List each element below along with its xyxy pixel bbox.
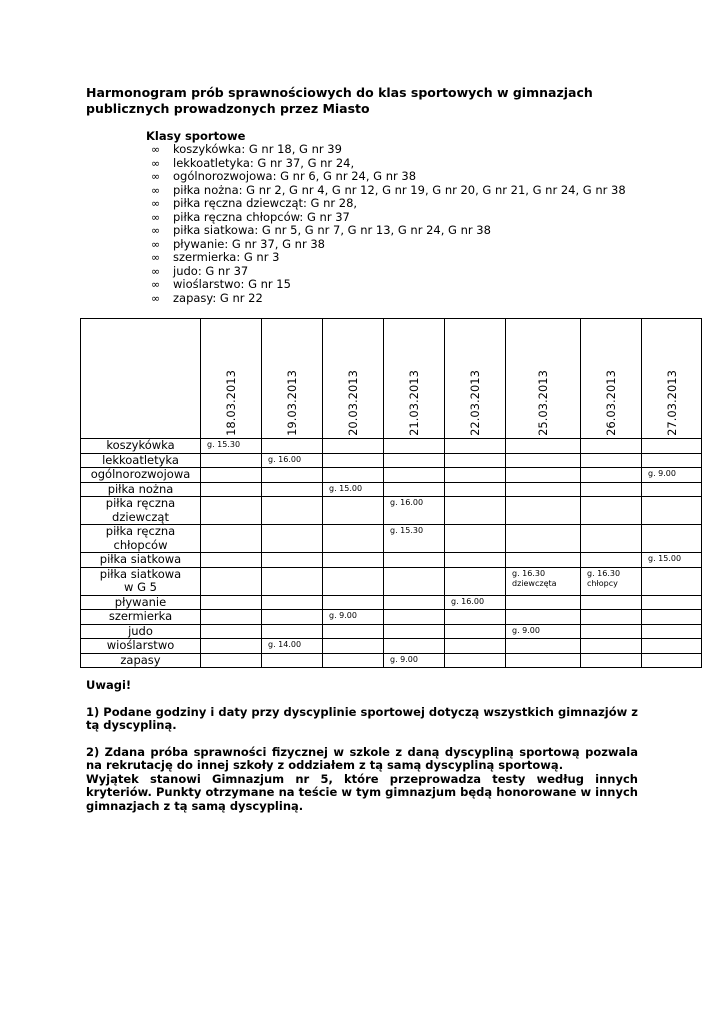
time-cell [506, 567, 581, 595]
time-value: g. 16.00 [451, 596, 485, 606]
time-value: g. 16.00 [390, 498, 424, 507]
schedule-row [81, 497, 702, 525]
time-cell [323, 610, 384, 625]
date-header [262, 319, 323, 439]
infinity-bullet-icon: ∞ [151, 237, 161, 251]
time-cell [262, 497, 323, 525]
discipline-label: pływanie [114, 594, 167, 609]
discipline-label: piłka siatkowa [99, 552, 182, 566]
time-cell [384, 624, 445, 639]
time-cell [445, 595, 506, 610]
sport-class-item [146, 143, 626, 157]
infinity-bullet-icon: ∞ [151, 264, 161, 278]
time-cell [506, 553, 581, 568]
time-cell [445, 482, 506, 497]
time-cell [581, 482, 642, 497]
time-value: g. 16.30 dziewczęta [512, 568, 557, 588]
sport-classes-section [146, 129, 626, 305]
time-cell [262, 624, 323, 639]
sport-class-item [146, 211, 626, 225]
time-cell [506, 453, 581, 468]
time-cell [506, 525, 581, 553]
date-header [581, 319, 642, 439]
time-value: g. 16.30 chłopcy [587, 568, 621, 588]
time-cell [581, 468, 642, 483]
time-cell [262, 567, 323, 595]
time-cell [384, 453, 445, 468]
time-cell [262, 595, 323, 610]
sport-class-text: pływanie: G nr 37, G nr 38 [173, 236, 325, 251]
time-cell [201, 453, 262, 468]
discipline-cell [81, 624, 201, 639]
sport-class-text: lekkoatletyka: G nr 37, G nr 24, [173, 155, 355, 170]
time-cell [642, 525, 702, 553]
infinity-bullet-icon: ∞ [151, 291, 161, 305]
discipline-label: wioślarstwo [106, 638, 175, 652]
time-value: g. 15.00 [648, 554, 682, 563]
time-cell [642, 639, 702, 654]
time-cell [642, 595, 702, 610]
discipline-cell [81, 639, 201, 654]
time-value: g. 9.00 [512, 625, 540, 635]
schedule-row [81, 525, 702, 553]
sport-class-item [146, 265, 626, 279]
time-cell [323, 439, 384, 454]
date-label: 25.03.2013 [536, 370, 550, 436]
time-cell [506, 610, 581, 625]
time-cell [581, 624, 642, 639]
date-header [642, 319, 702, 439]
time-cell [581, 610, 642, 625]
discipline-label: piłka nożna [107, 481, 174, 496]
sport-class-item [146, 292, 626, 306]
schedule-header-row [81, 319, 702, 439]
date-label: 20.03.2013 [346, 370, 360, 436]
infinity-bullet-icon: ∞ [151, 210, 161, 224]
schedule-row [81, 610, 702, 625]
time-cell [581, 595, 642, 610]
schedule-row [81, 567, 702, 595]
time-cell [201, 439, 262, 454]
discipline-label: piłka siatkowa [99, 566, 182, 581]
infinity-bullet-icon: ∞ [151, 183, 161, 197]
time-value: g. 9.00 [390, 654, 418, 664]
discipline-cell [81, 482, 201, 497]
time-cell [642, 610, 702, 625]
time-cell [201, 567, 262, 595]
infinity-bullet-icon: ∞ [151, 170, 161, 183]
schedule-table [80, 318, 702, 668]
time-cell [445, 497, 506, 525]
time-cell [445, 624, 506, 639]
time-cell [506, 624, 581, 639]
time-cell [581, 653, 642, 668]
time-cell [642, 482, 702, 497]
time-cell [323, 468, 384, 483]
time-cell [201, 624, 262, 639]
schedule-row [81, 553, 702, 568]
sport-class-item [146, 224, 626, 238]
discipline-cell [81, 567, 201, 595]
time-cell [262, 653, 323, 668]
date-header [384, 319, 445, 439]
schedule-body [81, 439, 702, 668]
time-cell [384, 567, 445, 595]
discipline-label: piłka ręczna [105, 496, 176, 510]
time-cell [581, 567, 642, 595]
date-label: 18.03.2013 [224, 370, 238, 436]
infinity-bullet-icon: ∞ [151, 197, 161, 210]
discipline-cell [81, 525, 201, 553]
time-cell [445, 567, 506, 595]
time-value: g. 9.00 [648, 469, 676, 478]
sport-classes-list [146, 143, 626, 305]
time-cell [262, 553, 323, 568]
schedule-row [81, 653, 702, 668]
sport-class-text: judo: G nr 37 [173, 263, 249, 278]
sport-class-text: ogólnorozwojowa: G nr 6, G nr 24, G nr 38 [173, 169, 417, 183]
time-value: g. 16.00 [268, 454, 302, 464]
note-2-part-2: Wyjątek stanowi Gimnazjum nr 5, które przeprowadza testy według innych kryteriów. Punkty otrzymane na teście w tym gimnazjum będą honorowane w innych gimnazjach z tą samą dyscypliną. [86, 771, 638, 813]
discipline-label: w G 5 [124, 580, 157, 594]
time-cell [384, 610, 445, 625]
sport-class-text: zapasy: G nr 22 [173, 290, 263, 305]
sport-class-item [146, 197, 626, 211]
schedule-corner-cell [81, 319, 201, 439]
time-cell [384, 595, 445, 610]
sport-class-item [146, 157, 626, 171]
time-cell [262, 439, 323, 454]
time-cell [642, 439, 702, 454]
discipline-label: koszykówka [106, 438, 175, 452]
sport-class-item [146, 251, 626, 265]
discipline-cell [81, 595, 201, 610]
time-cell [506, 468, 581, 483]
discipline-label: dziewcząt [112, 509, 169, 524]
note-1: 1) Podane godziny i daty przy dyscyplinie sportowej dotyczą wszystkich gimnazjów z tą dyscypliną. [86, 704, 638, 732]
sport-class-text: piłka siatkowa: G nr 5, G nr 7, G nr 13, G nr 24, G nr 38 [173, 223, 491, 237]
sport-class-text: piłka ręczna chłopców: G nr 37 [173, 209, 350, 224]
time-cell [506, 653, 581, 668]
time-cell [445, 453, 506, 468]
notes-heading: Uwagi! [86, 678, 132, 692]
time-value: g. 15.30 [390, 526, 424, 535]
sport-class-item [146, 170, 626, 184]
time-cell [384, 639, 445, 654]
time-cell [642, 567, 702, 595]
date-header [445, 319, 506, 439]
time-cell [384, 439, 445, 454]
time-cell [262, 453, 323, 468]
sport-class-text: szermierka: G nr 3 [173, 250, 280, 264]
discipline-cell [81, 453, 201, 468]
time-cell [384, 482, 445, 497]
time-cell [642, 653, 702, 668]
time-cell [581, 639, 642, 654]
time-cell [506, 595, 581, 610]
time-cell [201, 497, 262, 525]
sport-classes-heading: Klasy sportowe [146, 129, 246, 143]
time-cell [323, 453, 384, 468]
time-cell [506, 497, 581, 525]
time-cell [384, 553, 445, 568]
time-cell [506, 482, 581, 497]
date-header [323, 319, 384, 439]
sport-class-text: wioślarstwo: G nr 15 [173, 277, 291, 291]
schedule-row [81, 624, 702, 639]
time-cell [323, 567, 384, 595]
infinity-bullet-icon: ∞ [151, 143, 161, 156]
discipline-label: piłka ręczna [105, 524, 176, 538]
schedule-row [81, 468, 702, 483]
discipline-label: judo [128, 623, 153, 638]
time-cell [581, 439, 642, 454]
time-cell [323, 482, 384, 497]
discipline-cell [81, 653, 201, 668]
sport-class-item [146, 184, 626, 198]
schedule-row [81, 639, 702, 654]
discipline-cell [81, 468, 201, 483]
discipline-cell [81, 497, 201, 525]
date-label: 22.03.2013 [468, 370, 482, 436]
sport-class-text: piłka nożna: G nr 2, G nr 4, G nr 12, G nr 19, G nr 20, G nr 21, G nr 24, G nr 38 [173, 182, 626, 197]
time-cell [201, 553, 262, 568]
time-cell [581, 497, 642, 525]
title-line-1: Harmonogram prób sprawnościowych do klas sportowych w gimnazjach [86, 85, 593, 100]
time-cell [323, 497, 384, 525]
time-cell [201, 610, 262, 625]
time-cell [262, 639, 323, 654]
infinity-bullet-icon: ∞ [151, 156, 161, 170]
time-cell [323, 653, 384, 668]
time-cell [445, 525, 506, 553]
sport-class-item [146, 278, 626, 292]
time-cell [506, 639, 581, 654]
discipline-cell [81, 610, 201, 625]
time-cell [384, 525, 445, 553]
time-cell [201, 468, 262, 483]
date-header [201, 319, 262, 439]
note-2-part-1: 2) Zdana próba sprawności fizycznej w szkole z daną dyscypliną sportową pozwala na rekrutację do innej szkoły z oddziałem z tą samą dyscypliną sportową. [86, 744, 638, 772]
sport-class-text: koszykówka: G nr 18, G nr 39 [173, 142, 342, 156]
time-cell [642, 453, 702, 468]
time-cell [445, 439, 506, 454]
time-cell [201, 653, 262, 668]
time-cell [201, 639, 262, 654]
sport-class-item [146, 238, 626, 252]
time-cell [642, 553, 702, 568]
discipline-label: ogólnorozwojowa [90, 467, 191, 481]
time-cell [262, 525, 323, 553]
time-cell [581, 525, 642, 553]
schedule-row [81, 439, 702, 454]
discipline-label: chłopców [113, 537, 168, 552]
time-value: g. 14.00 [268, 640, 302, 649]
document-title [86, 85, 646, 117]
time-cell [642, 624, 702, 639]
time-cell [445, 553, 506, 568]
time-cell [201, 525, 262, 553]
discipline-cell [81, 553, 201, 568]
schedule-row [81, 595, 702, 610]
time-cell [445, 610, 506, 625]
date-label: 27.03.2013 [664, 370, 679, 436]
time-cell [384, 653, 445, 668]
sport-class-text: piłka ręczna dziewcząt: G nr 28, [173, 196, 358, 210]
discipline-cell [81, 439, 201, 454]
date-header [506, 319, 581, 439]
date-label: 19.03.2013 [285, 370, 299, 436]
time-cell [201, 595, 262, 610]
time-cell [323, 525, 384, 553]
notes-section [86, 679, 638, 813]
time-cell [262, 482, 323, 497]
time-cell [323, 624, 384, 639]
infinity-bullet-icon: ∞ [151, 224, 161, 237]
time-cell [262, 610, 323, 625]
infinity-bullet-icon: ∞ [151, 251, 161, 264]
time-cell [384, 497, 445, 525]
time-cell [581, 453, 642, 468]
discipline-label: lekkoatletyka [102, 452, 179, 467]
time-cell [642, 468, 702, 483]
time-cell [445, 468, 506, 483]
time-value: g. 15.30 [207, 440, 241, 449]
date-label: 26.03.2013 [604, 370, 618, 436]
time-cell [201, 482, 262, 497]
time-cell [384, 468, 445, 483]
time-cell [581, 553, 642, 568]
date-label: 21.03.2013 [407, 370, 421, 436]
time-cell [323, 553, 384, 568]
time-cell [323, 639, 384, 654]
time-cell [445, 639, 506, 654]
time-cell [642, 497, 702, 525]
time-cell [323, 595, 384, 610]
time-value: g. 15.00 [329, 483, 363, 493]
time-cell [506, 439, 581, 454]
title-line-2: publicznych prowadzonych przez Miasto [86, 101, 370, 116]
infinity-bullet-icon: ∞ [151, 278, 161, 291]
schedule-row [81, 453, 702, 468]
time-cell [445, 653, 506, 668]
discipline-label: szermierka [108, 609, 173, 623]
time-cell [262, 468, 323, 483]
schedule-row [81, 482, 702, 497]
discipline-label: zapasy [120, 652, 161, 667]
time-value: g. 9.00 [329, 611, 357, 620]
